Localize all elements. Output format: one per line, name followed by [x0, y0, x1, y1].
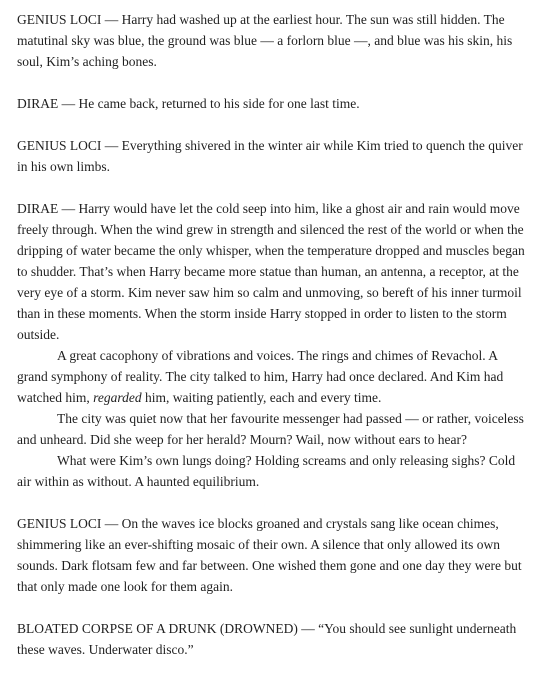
dialogue-text: Harry would have let the cold seep into him, like a ghost air and rain would move freely through. When the wind grew in strength and silenced the rest of the world or when the dripping of water became the only whisper, when the temperature dropped and muscles began to shudder. That’s when Harry became more statue than human, an antenna, a receptor, at the very eye of a storm. Kim never saw him so calm and unmoving, so bereft of his inner turmoil than in these moments. When the storm inside Harry stopped in order to listen to the storm outside. — [17, 201, 525, 342]
narrative-text: him, waiting patiently, each and every time. — [141, 390, 382, 405]
dialogue-paragraph — [17, 9, 527, 72]
em-dash: — — [297, 621, 319, 636]
dialogue-paragraph — [17, 135, 527, 177]
narrative-text: What were Kim’s own lungs doing? Holding screams and only releasing sighs? Cold air within as without. A haunted equilibrium. — [17, 453, 516, 489]
dialogue-block-genius-loci-2 — [17, 135, 527, 177]
dialogue-paragraph — [17, 618, 527, 660]
dialogue-block-genius-loci-3 — [17, 513, 527, 597]
dialogue-block-dirae-1 — [17, 93, 527, 114]
em-dash: — — [101, 138, 122, 153]
narrative-text: The city was quiet now that her favourite messenger had passed — or rather, voiceless and unheard. Did she weep for her herald? Mourn? Wail, now without ears to hear? — [17, 411, 524, 447]
dialogue-block-bloated-corpse — [17, 618, 527, 660]
speaker-name: BLOATED CORPSE OF A DRUNK (DROWNED) — [17, 621, 298, 636]
dialogue-text: Harry had washed up at the earliest hour. The sun was still hidden. The matutinal sky was blue, the ground was blue — a forlorn blue —, and blue was his skin, his soul, Kim’s aching bones. — [17, 12, 513, 69]
dialogue-text: Everything shivered in the winter air while Kim tried to quench the quiver in his own limbs. — [17, 138, 523, 174]
speaker-name: GENIUS LOCI — [17, 12, 102, 27]
narrative-paragraph — [17, 408, 527, 450]
dialogue-paragraph — [17, 198, 527, 345]
dialogue-block-genius-loci-1 — [17, 9, 527, 72]
em-dash: — — [101, 12, 122, 27]
dialogue-text: On the waves ice blocks groaned and crystals sang like ocean chimes, shimmering like an ever-shifting mosaic of their own. A silence that only allowed its own sounds. Dark flotsam few and far between. One wished them gone and one day they were but that only made one look for them again. — [17, 516, 522, 594]
em-dash: — — [58, 201, 79, 216]
dialogue-text: “You should see sunlight underneath these waves. Underwater disco.” — [17, 621, 517, 657]
dialogue-paragraph — [17, 513, 527, 597]
narrative-paragraph — [17, 345, 527, 408]
speaker-name: DIRAE — [17, 96, 59, 111]
dialogue-text: He came back, returned to his side for one last time. — [78, 96, 360, 111]
em-dash: — — [101, 516, 122, 531]
speaker-name: GENIUS LOCI — [17, 516, 102, 531]
speaker-name: GENIUS LOCI — [17, 138, 102, 153]
narrative-text: A great cacophony of vibrations and voices. The rings and chimes of Revachol. A grand symphony of reality. The city talked to him, Harry had once declared. And Kim had watched him, — [17, 348, 504, 405]
emphasized-word: regarded — [93, 390, 142, 405]
speaker-name: DIRAE — [17, 201, 59, 216]
em-dash: — — [58, 96, 79, 111]
dialogue-block-dirae-2 — [17, 198, 527, 492]
dialogue-paragraph — [17, 93, 527, 114]
document-page — [17, 9, 527, 681]
narrative-paragraph — [17, 450, 527, 492]
